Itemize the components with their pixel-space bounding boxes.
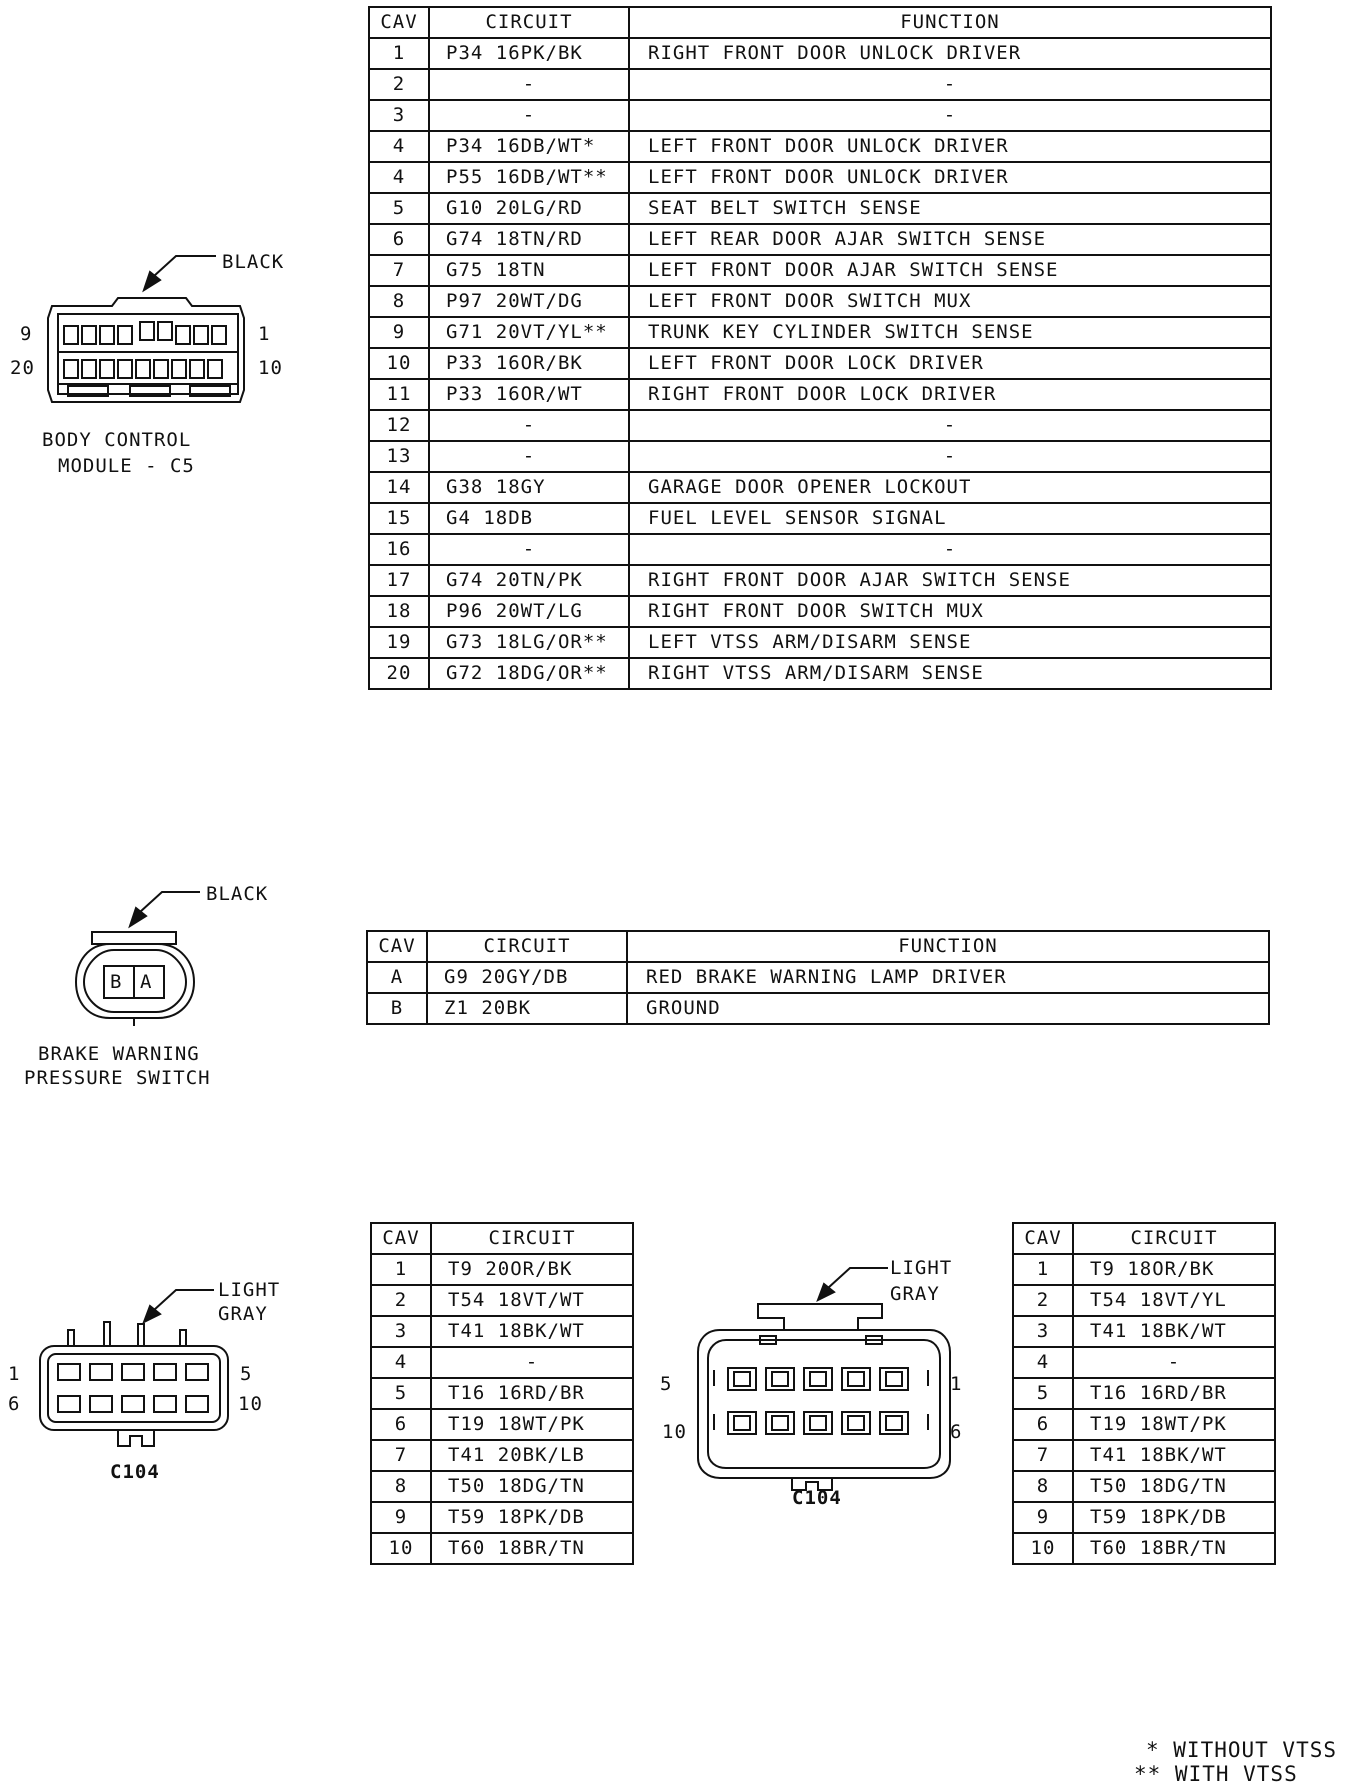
- table-row: [369, 472, 1271, 503]
- table-row: [371, 1316, 633, 1347]
- cav-cell: 3: [1013, 1316, 1073, 1347]
- circuit-cell: -: [429, 410, 629, 441]
- table-row: [369, 348, 1271, 379]
- circuit-cell: -: [429, 534, 629, 565]
- c104-right-color-label-line1: LIGHT: [890, 1257, 953, 1279]
- cav-cell: 6: [369, 224, 429, 255]
- cav-cell: 10: [1013, 1533, 1073, 1564]
- c104-right-caption: C104: [792, 1487, 842, 1509]
- function-cell: -: [629, 100, 1271, 131]
- cav-cell: 18: [369, 596, 429, 627]
- circuit-cell: G73 18LG/OR**: [429, 627, 629, 658]
- circuit-cell: G71 20VT/YL**: [429, 317, 629, 348]
- table-row: [371, 1285, 633, 1316]
- circuit-cell: -: [429, 441, 629, 472]
- circuit-cell: -: [429, 100, 629, 131]
- cav-header: CAV: [369, 7, 429, 38]
- circuit-cell: T60 18BR/TN: [431, 1533, 633, 1564]
- circuit-cell: T19 18WT/PK: [431, 1409, 633, 1440]
- table-row: [371, 1254, 633, 1285]
- bcm-pin-10-label: 10: [258, 357, 283, 379]
- function-cell: -: [629, 69, 1271, 100]
- cav-cell: 15: [369, 503, 429, 534]
- circuit-cell: G10 20LG/RD: [429, 193, 629, 224]
- cav-cell: 10: [371, 1533, 431, 1564]
- cav-cell: 2: [1013, 1285, 1073, 1316]
- c104-left-pinout-table: [370, 1222, 634, 1565]
- table-row: [371, 1440, 633, 1471]
- table-row: [369, 193, 1271, 224]
- table-row: [369, 410, 1271, 441]
- table-row: [369, 441, 1271, 472]
- table-row: [369, 627, 1271, 658]
- brake-switch-pinout-table: [366, 930, 1270, 1025]
- circuit-cell: P34 16PK/BK: [429, 38, 629, 69]
- c104-left-pin-6-label: 6: [8, 1393, 21, 1415]
- table-row: [371, 1533, 633, 1564]
- bcm-pin-20-label: 20: [10, 357, 35, 379]
- c104-right-color-label-line2: GRAY: [890, 1283, 940, 1305]
- cav-cell: 9: [369, 317, 429, 348]
- bcm-pin-9-label: 9: [20, 323, 33, 345]
- cav-cell: 20: [369, 658, 429, 689]
- brake-caption-line1: BRAKE WARNING: [38, 1043, 200, 1065]
- c104-right-pin-5-label: 5: [660, 1373, 673, 1395]
- cav-cell: 8: [1013, 1471, 1073, 1502]
- circuit-cell: T9 18OR/BK: [1073, 1254, 1275, 1285]
- circuit-cell: P97 20WT/DG: [429, 286, 629, 317]
- c104-right-pin-10-label: 10: [662, 1421, 687, 1443]
- c104-left-pin-5-label: 5: [240, 1363, 253, 1385]
- c104-right-table-header: [1013, 1223, 1275, 1254]
- table-row: [1013, 1285, 1275, 1316]
- table-row: [371, 1347, 633, 1378]
- function-cell: LEFT REAR DOOR AJAR SWITCH SENSE: [629, 224, 1271, 255]
- cav-cell: 5: [369, 193, 429, 224]
- table-row: [367, 962, 1269, 993]
- function-cell: -: [629, 441, 1271, 472]
- cav-cell: 1: [1013, 1254, 1073, 1285]
- function-cell: RIGHT FRONT DOOR UNLOCK DRIVER: [629, 38, 1271, 69]
- function-cell: GARAGE DOOR OPENER LOCKOUT: [629, 472, 1271, 503]
- cav-cell: 2: [369, 69, 429, 100]
- table-row: [367, 993, 1269, 1024]
- function-cell: LEFT FRONT DOOR UNLOCK DRIVER: [629, 131, 1271, 162]
- cav-header: CAV: [367, 931, 427, 962]
- brake-color-label: BLACK: [206, 883, 269, 905]
- table-row: [1013, 1378, 1275, 1409]
- cav-cell: 4: [369, 131, 429, 162]
- cav-cell: B: [367, 993, 427, 1024]
- table-row: [371, 1409, 633, 1440]
- table-row: [1013, 1254, 1275, 1285]
- c104-left-caption: C104: [110, 1461, 160, 1483]
- c104-left-table-header: [371, 1223, 633, 1254]
- circuit-cell: T54 18VT/YL: [1073, 1285, 1275, 1316]
- circuit-cell: G72 18DG/OR**: [429, 658, 629, 689]
- table-row: [369, 565, 1271, 596]
- table-row: [369, 69, 1271, 100]
- function-cell: FUEL LEVEL SENSOR SIGNAL: [629, 503, 1271, 534]
- circuit-cell: T41 18BK/WT: [1073, 1316, 1275, 1347]
- circuit-cell: T59 18PK/DB: [1073, 1502, 1275, 1533]
- circuit-cell: T16 16RD/BR: [1073, 1378, 1275, 1409]
- circuit-cell: G38 18GY: [429, 472, 629, 503]
- function-cell: LEFT FRONT DOOR SWITCH MUX: [629, 286, 1271, 317]
- function-cell: LEFT FRONT DOOR AJAR SWITCH SENSE: [629, 255, 1271, 286]
- footnote-with-vtss: ** WITH VTSS: [1134, 1762, 1298, 1786]
- circuit-header: CIRCUIT: [431, 1223, 633, 1254]
- table-row: [371, 1471, 633, 1502]
- table-row: [369, 317, 1271, 348]
- c104-left-pin-10-label: 10: [238, 1393, 263, 1415]
- cav-cell: 3: [371, 1316, 431, 1347]
- circuit-cell: T41 18BK/WT: [431, 1316, 633, 1347]
- circuit-cell: T50 18DG/TN: [1073, 1471, 1275, 1502]
- function-cell: -: [629, 534, 1271, 565]
- cav-header: CAV: [1013, 1223, 1073, 1254]
- c104-right-pin-1-label: 1: [950, 1373, 963, 1395]
- circuit-cell: T9 20OR/BK: [431, 1254, 633, 1285]
- circuit-cell: T59 18PK/DB: [431, 1502, 633, 1533]
- function-cell: TRUNK KEY CYLINDER SWITCH SENSE: [629, 317, 1271, 348]
- c104-left-color-label-line2: GRAY: [218, 1303, 268, 1325]
- cav-cell: 4: [1013, 1347, 1073, 1378]
- cav-header: CAV: [371, 1223, 431, 1254]
- cav-cell: 10: [369, 348, 429, 379]
- table-row: [369, 100, 1271, 131]
- bcm-pinout-table: [368, 6, 1272, 690]
- circuit-cell: T19 18WT/PK: [1073, 1409, 1275, 1440]
- circuit-cell: T41 18BK/WT: [1073, 1440, 1275, 1471]
- table-row: [369, 286, 1271, 317]
- cav-cell: 3: [369, 100, 429, 131]
- function-cell: -: [629, 410, 1271, 441]
- cav-cell: 9: [371, 1502, 431, 1533]
- function-header: FUNCTION: [629, 7, 1271, 38]
- cav-cell: 9: [1013, 1502, 1073, 1533]
- circuit-header: CIRCUIT: [429, 7, 629, 38]
- circuit-cell: T50 18DG/TN: [431, 1471, 633, 1502]
- circuit-cell: -: [1073, 1347, 1275, 1378]
- circuit-cell: G75 18TN: [429, 255, 629, 286]
- circuit-cell: P33 16OR/WT: [429, 379, 629, 410]
- cav-cell: 17: [369, 565, 429, 596]
- table-row: [369, 658, 1271, 689]
- cav-cell: 8: [369, 286, 429, 317]
- cav-cell: A: [367, 962, 427, 993]
- cav-cell: 16: [369, 534, 429, 565]
- cav-cell: 2: [371, 1285, 431, 1316]
- cav-cell: 4: [369, 162, 429, 193]
- circuit-cell: G74 20TN/PK: [429, 565, 629, 596]
- table-row: [369, 596, 1271, 627]
- bcm-pin-1-label: 1: [258, 323, 271, 345]
- circuit-cell: G74 18TN/RD: [429, 224, 629, 255]
- circuit-header: CIRCUIT: [1073, 1223, 1275, 1254]
- function-cell: RED BRAKE WARNING LAMP DRIVER: [627, 962, 1269, 993]
- cav-cell: 12: [369, 410, 429, 441]
- cav-cell: 19: [369, 627, 429, 658]
- table-row: [369, 131, 1271, 162]
- circuit-header: CIRCUIT: [427, 931, 627, 962]
- circuit-cell: P55 16DB/WT**: [429, 162, 629, 193]
- circuit-cell: P33 16OR/BK: [429, 348, 629, 379]
- c104-left-color-label-line1: LIGHT: [218, 1279, 281, 1301]
- table-row: [369, 534, 1271, 565]
- function-cell: LEFT VTSS ARM/DISARM SENSE: [629, 627, 1271, 658]
- cav-cell: 8: [371, 1471, 431, 1502]
- bcm-caption-line2: MODULE - C5: [58, 455, 195, 477]
- function-cell: RIGHT FRONT DOOR LOCK DRIVER: [629, 379, 1271, 410]
- cav-cell: 6: [371, 1409, 431, 1440]
- brake-cavity-a-label: A: [140, 971, 153, 993]
- table-row: [1013, 1502, 1275, 1533]
- circuit-cell: T16 16RD/BR: [431, 1378, 633, 1409]
- table-row: [369, 224, 1271, 255]
- circuit-cell: -: [431, 1347, 633, 1378]
- table-row: [1013, 1409, 1275, 1440]
- circuit-cell: T54 18VT/WT: [431, 1285, 633, 1316]
- table-row: [1013, 1440, 1275, 1471]
- cav-cell: 5: [1013, 1378, 1073, 1409]
- circuit-cell: -: [429, 69, 629, 100]
- bcm-color-label: BLACK: [222, 251, 285, 273]
- cav-cell: 13: [369, 441, 429, 472]
- table-row: [371, 1378, 633, 1409]
- cav-cell: 1: [371, 1254, 431, 1285]
- function-cell: LEFT FRONT DOOR UNLOCK DRIVER: [629, 162, 1271, 193]
- c104-right-pinout-table: [1012, 1222, 1276, 1565]
- circuit-cell: P96 20WT/LG: [429, 596, 629, 627]
- function-cell: LEFT FRONT DOOR LOCK DRIVER: [629, 348, 1271, 379]
- circuit-cell: T41 20BK/LB: [431, 1440, 633, 1471]
- bcm-caption-line1: BODY CONTROL: [42, 429, 192, 451]
- circuit-cell: P34 16DB/WT*: [429, 131, 629, 162]
- function-cell: RIGHT FRONT DOOR SWITCH MUX: [629, 596, 1271, 627]
- table-row: [1013, 1316, 1275, 1347]
- c104-right-pin-6-label: 6: [950, 1421, 963, 1443]
- table-row: [1013, 1347, 1275, 1378]
- circuit-cell: Z1 20BK: [427, 993, 627, 1024]
- cav-cell: 14: [369, 472, 429, 503]
- function-header: FUNCTION: [627, 931, 1269, 962]
- table-row: [1013, 1471, 1275, 1502]
- brake-cavity-b-label: B: [110, 971, 123, 993]
- function-cell: GROUND: [627, 993, 1269, 1024]
- cav-cell: 6: [1013, 1409, 1073, 1440]
- table-row: [369, 255, 1271, 286]
- cav-cell: 11: [369, 379, 429, 410]
- table-row: [371, 1502, 633, 1533]
- function-cell: RIGHT VTSS ARM/DISARM SENSE: [629, 658, 1271, 689]
- table-row: [369, 503, 1271, 534]
- cav-cell: 7: [369, 255, 429, 286]
- c104-right-connector-icon: [0, 0, 1, 1]
- table-row: [369, 162, 1271, 193]
- c104-left-pin-1-label: 1: [8, 1363, 21, 1385]
- brake-caption-line2: PRESSURE SWITCH: [24, 1067, 211, 1089]
- circuit-cell: T60 18BR/TN: [1073, 1533, 1275, 1564]
- function-cell: SEAT BELT SWITCH SENSE: [629, 193, 1271, 224]
- circuit-cell: G4 18DB: [429, 503, 629, 534]
- table-row: [369, 38, 1271, 69]
- bcm-table-header: [369, 7, 1271, 38]
- cav-cell: 7: [1013, 1440, 1073, 1471]
- cav-cell: 1: [369, 38, 429, 69]
- function-cell: RIGHT FRONT DOOR AJAR SWITCH SENSE: [629, 565, 1271, 596]
- cav-cell: 5: [371, 1378, 431, 1409]
- table-row: [369, 379, 1271, 410]
- cav-cell: 7: [371, 1440, 431, 1471]
- cav-cell: 4: [371, 1347, 431, 1378]
- circuit-cell: G9 20GY/DB: [427, 962, 627, 993]
- table-row: [1013, 1533, 1275, 1564]
- brake-table-header: [367, 931, 1269, 962]
- footnote-without-vtss: * WITHOUT VTSS: [1146, 1738, 1338, 1762]
